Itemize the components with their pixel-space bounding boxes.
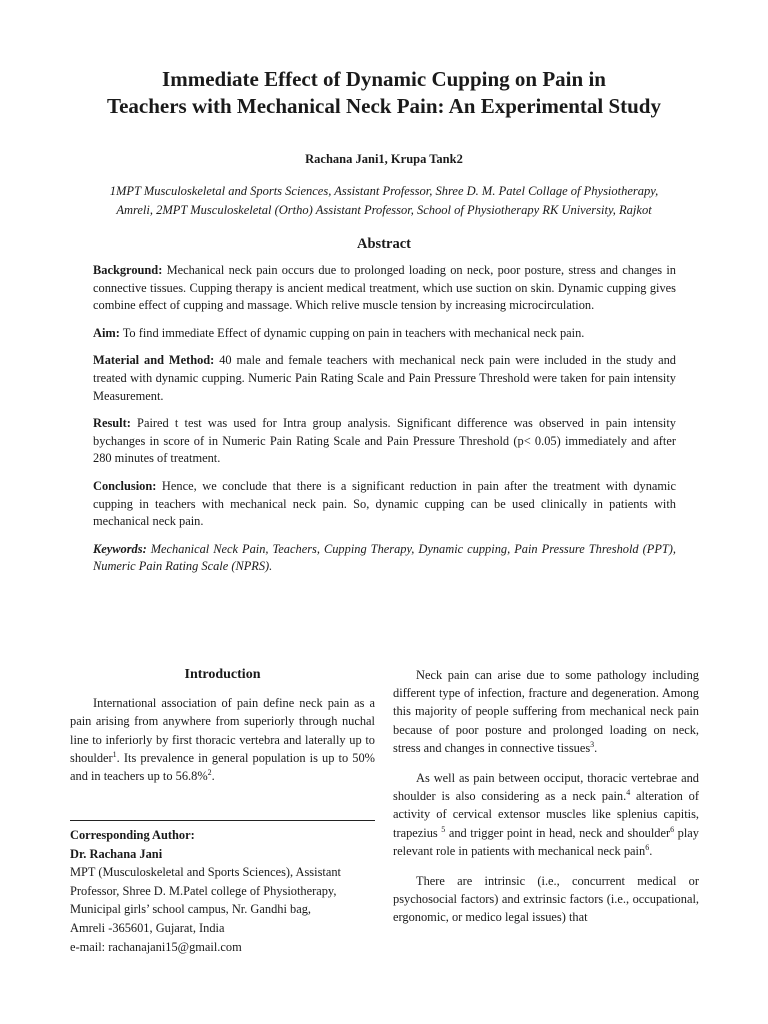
abstract-heading: Abstract: [357, 236, 411, 252]
abstract-body: [93, 262, 676, 586]
right-paragraph-1: [393, 666, 699, 757]
affiliation-line-1: 1MPT Musculoskeletal and Sports Sciences, Assistant Professor, Shree D. M. Patel Collage of Physiotherapy,: [109, 184, 659, 198]
affiliations: [70, 182, 698, 220]
conclusion-text: Hence, we conclude that there is a significant reduction in pain after the treatment with dynamic cupping in teachers with mechanical neck pain. So, dynamic cupping can be used clinically in patients with mechanical neck pain.: [93, 478, 676, 529]
citation-6a: 6: [670, 824, 675, 834]
footnote-divider: [70, 820, 375, 821]
intro-text-a: International association of pain define neck pain as a pain arising from anywhere from superiorly through nuchal line to inferiorly by first thoracic vertebra and laterally up to shoulder: [70, 696, 375, 765]
right-p2-text-b: alteration of activity of cervical extensor muscles like splenius capitis, trapezius: [393, 789, 700, 840]
keywords-text: Mechanical Neck Pain, Teachers, Cupping Therapy, Dynamic cupping, Pain Pressure Threshold (PPT), Numeric Pain Rating Scale (NPRS).: [93, 541, 676, 574]
right-paragraph-3: There are intrinsic (i.e., concurrent medical or psychosocial factors) and extrinsic factors (i.e., occupational, ergonomic, or medico legal issues) that: [393, 874, 699, 925]
keywords-label: Keywords:: [93, 541, 147, 556]
citation-5: 5: [441, 824, 446, 834]
left-column: [70, 666, 375, 785]
abstract-keywords: [93, 541, 676, 576]
intro-text-b: . Its prevalence in general population is up to 50% and in teachers up to 56.8%: [70, 750, 375, 784]
introduction-heading: Introduction: [184, 667, 261, 682]
conclusion-label: Conclusion:: [93, 478, 157, 493]
citation-2: 2: [207, 767, 212, 777]
background-label: Background:: [93, 263, 163, 277]
right-p1-text-b: .: [594, 740, 598, 755]
corresponding-email: e-mail: rachanajani15@gmail.com: [70, 939, 242, 954]
right-p2-text-c: and trigger point in head, neck and shoulder: [445, 825, 671, 840]
intro-text-c: .: [211, 769, 215, 784]
citation-6b: 6: [645, 842, 650, 852]
aim-text: To find immediate Effect of dynamic cupping on pain in teachers with mechanical neck pain.: [119, 325, 585, 340]
corresponding-line-2: Professor, Shree D. M.Patel college of Physiotherapy,: [70, 883, 337, 898]
title-line-1: Immediate Effect of Dynamic Cupping on Pain in: [162, 67, 606, 91]
article-title: [40, 66, 728, 120]
aim-label: Aim:: [93, 325, 120, 340]
background-text: Mechanical neck pain occurs due to prolonged loading on neck, poor posture, stress and changes in connective tissues. Cupping therapy is ancient medical treatment, which use suction on skin. Dynamic cupping gives combine effect of cupping and massage. Which relive muscle tension by increasing microcirculation.: [93, 263, 676, 313]
corresponding-line-3: Municipal girls’ school campus, Nr. Gandhi bag,: [70, 902, 311, 917]
right-paragraph-2: [393, 769, 699, 860]
abstract-result: [93, 415, 676, 468]
corresponding-label: Corresponding Author:: [70, 828, 195, 842]
right-p1-text-a: Neck pain can arise due to some pathology including different type of infection, fracture and degeneration. Among this majority of people suffering from mechanical neck pain because of poor posture and prolonged loading on neck, stress and changes in connective tissues: [393, 668, 699, 755]
citation-4: 4: [626, 788, 631, 798]
corresponding-name: Dr. Rachana Jani: [70, 846, 163, 861]
abstract-method: [93, 352, 676, 405]
corresponding-line-1: MPT (Musculoskeletal and Sports Sciences), Assistant: [70, 865, 341, 880]
title-line-2: Teachers with Mechanical Neck Pain: An Experimental Study: [107, 94, 661, 118]
method-text: 40 male and female teachers with mechanical neck pain were included in the study and treated with dynamic cupping. Numeric Pain Rating Scale and Pain Pressure Threshold were taken for pain intensity Measurement.: [93, 353, 676, 403]
abstract-aim: [93, 325, 676, 343]
affiliation-line-2: Amreli, 2MPT Musculoskeletal (Ortho) Assistant Professor, School of Physiotherapy RK University, Rajkot: [116, 203, 652, 217]
citation-1: 1: [112, 749, 117, 759]
abstract-conclusion: [93, 478, 676, 531]
citation-3: 3: [590, 739, 595, 749]
abstract-background: [93, 262, 676, 315]
corresponding-line-4: Amreli -365601, Gujarat, India: [70, 920, 225, 935]
corresponding-author-block: [70, 826, 375, 956]
right-p2-text-a: As well as pain between occiput, thoracic vertebrae and shoulder is also considering as a neck pain.: [393, 771, 699, 804]
introduction-paragraph: [70, 694, 375, 785]
right-p2-text-e: .: [649, 843, 653, 858]
result-text: Paired t test was used for Intra group analysis. Significant difference was observed in pain intensity bychanges in score of in Numeric Pain Rating Scale and Pain Pressure Threshold (p< 0.05) immediately and after 280 minutes of treatment.: [93, 416, 676, 466]
right-column: [393, 666, 699, 939]
right-p2-text-d: play relevant role in patients with mechanical neck pain: [393, 825, 700, 858]
author-list: Rachana Jani1, Krupa Tank2: [305, 152, 463, 166]
result-label: Result:: [93, 416, 131, 431]
method-label: Material and Method:: [93, 353, 215, 368]
